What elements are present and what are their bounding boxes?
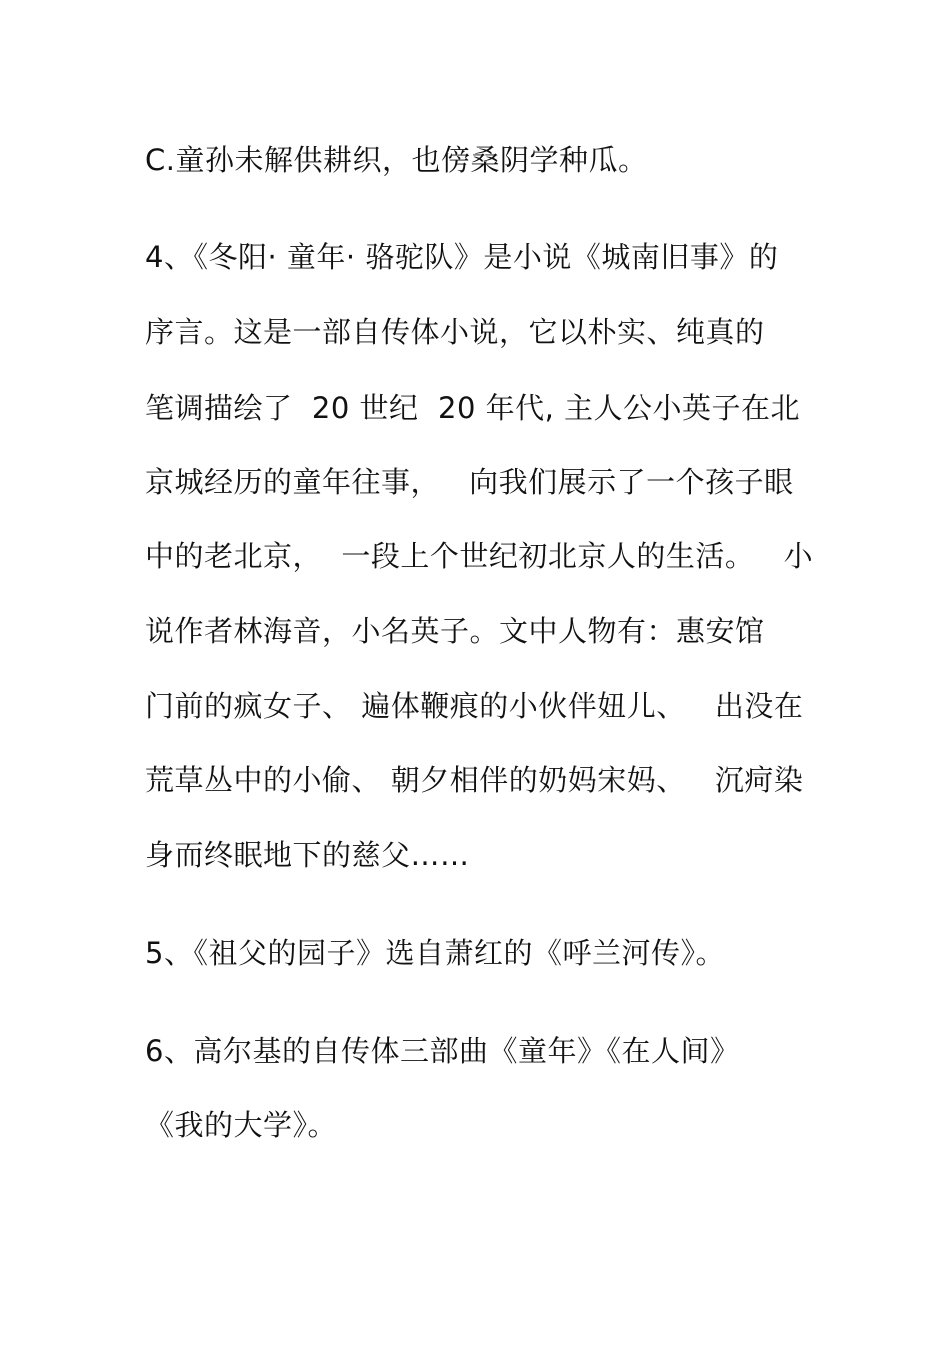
item-4-line-6: 说作者林海音，小名英子。文中人物有：惠安馆	[145, 614, 765, 648]
item-4-line-3: 笔调描绘了 20 世纪 20 年代, 主人公小英子在北	[145, 391, 801, 425]
item-4-line-7: 门前的疯女子、 遍体鞭痕的小伙伴妞儿、 出没在	[145, 689, 804, 723]
item-5-line-1: 5、《祖父的园子》选自萧红的《呼兰河传》。	[145, 936, 725, 970]
item-4-line-5: 中的老北京， 一段上个世纪初北京人的生活。 小	[145, 539, 814, 573]
item-4-line-2: 序言。这是一部自传体小说，它以朴实、纯真的	[145, 315, 765, 349]
item-6-line-1: 6、高尔基的自传体三部曲《童年》《在人间》	[145, 1034, 740, 1068]
item-4-line-4: 京城经历的童年往事， 向我们展示了一个孩子眼	[145, 465, 794, 499]
item-4-line-9: 身而终眠地下的慈父……	[145, 838, 470, 872]
item-4-line-1: 4、《冬阳· 童年· 骆驼队》是小说《城南旧事》的	[145, 240, 779, 274]
item-4-line-8: 荒草丛中的小偷、 朝夕相伴的奶妈宋妈、 沉疴染	[145, 763, 804, 797]
answer-option-c: C.童孙未解供耕织，也傍桑阴学种瓜。	[145, 143, 648, 177]
item-6-line-2: 《我的大学》。	[145, 1108, 338, 1142]
